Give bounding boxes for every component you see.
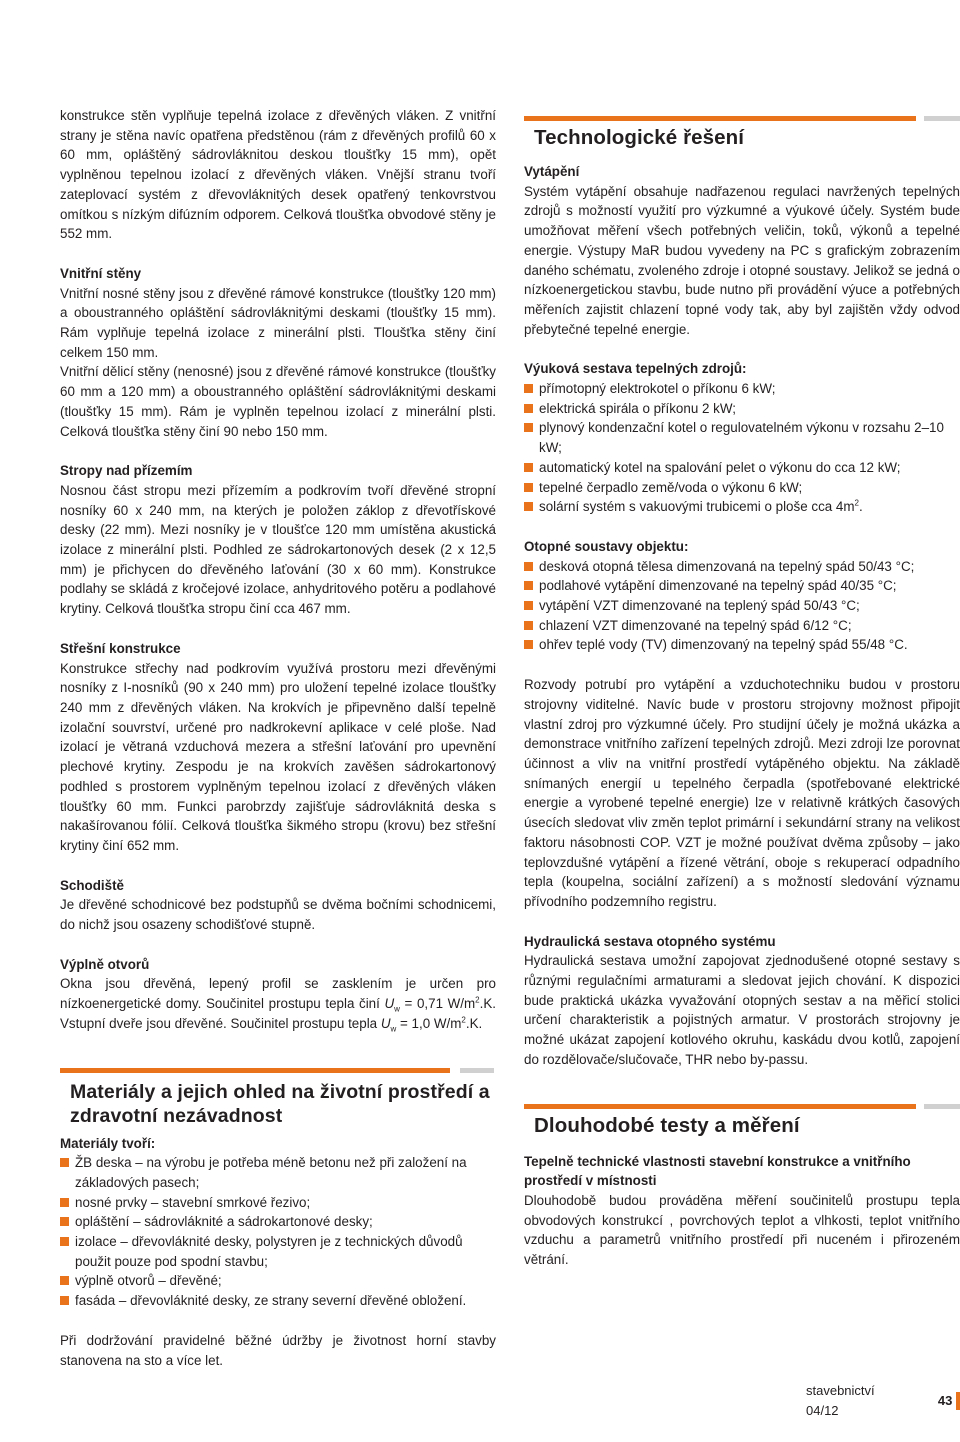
roof-paragraph: Konstrukce střechy nad podkrovím využívá prostoru mezi dřevěnými nosníky z I-nosníků (90 x 240 mm) pro uložení tepelné izolace tloušťky 240 mm z dřevěných vláken. Na krokvích je připevněno další tepelně izolační souvrství, určené pro nadkrokevní aplikace v celé ploše. Nad izolací je větraná vzduchová mezera a střešní laťování pro upevnění plechové krytiny. Zespodu je na krokvích zavěšen sádrokartonový podhled s prostorem vyplněným tepelnou izolací z dřevěných vláken tloušťky 60 mm. Funkci parobrzdy zajišťuje sádrovláknitá deska s nakašírovanou fólií. Celková tloušťka šikmého stropu (krovu) bez střešní krytiny činí 652 mm. xyxy=(60,660,496,853)
list-item: vytápění VZT dimenzované na teplený spád 50/43 °C; xyxy=(524,596,960,616)
distribution-paragraph: Rozvody potrubí pro vytápění a vzduchotechniku budou v prostoru strojovny viditelné. Navíc bude v prostoru strojovny možnost připojit vlastní zdroj pro výzkumné účely. Pro studijní účely je možná ukázka a demonstrace vnitřního zařízení tepelných zdrojů. Mezi zdroji lze porovnat účinnost a vliv na vnitřní prostředí vytápěného objektu. Na základě snímaných energií u tepelného čerpadla (spotřebované elektrické energie a vyrobené tepelné energie) lze v relativně krátkých časových úsecích sledovat vliv změn teplot primární i sekundární strany na velikost faktoru násobnosti COP. VZT je možné používat dvěma způsoby – jako teplovzdušné vytápění a řízené větrání, oboje s rekuperací odpadního tepla (koupelna, sociální zařízení) a s možností sledování významu přívodního podzemního registru. xyxy=(524,677,960,909)
materials-section-rule xyxy=(60,1068,496,1076)
materials-list xyxy=(60,1153,496,1311)
list-item: automatický kotel na spalování pelet o výkonu do cca 12 kW; xyxy=(524,458,960,478)
list-item: plynový kondenzační kotel o regulovatelném výkonu v rozsahu 2–10 kW; xyxy=(524,418,960,457)
tests-paragraph: Dlouhodobě budou prováděna měření součinitelů prostupu tepla obvodových konstrukcí , povrchových teplot a vlhkosti, teplot vnitřního vzduchu a parametrů vnitřního prostředí při nuceném i přirozeném větrání. xyxy=(524,1192,960,1268)
list-item: výplně otvorů – dřevěné; xyxy=(60,1271,496,1291)
materials-title: Materiály a jejich ohled na životní prostředí a zdravotní nezávadnost xyxy=(70,1080,490,1127)
list-item: podlahové vytápění dimenzované na tepelný spád 40/35 °C; xyxy=(524,576,960,596)
stairs-heading: Schodiště xyxy=(60,877,124,893)
right-column xyxy=(524,116,960,1270)
list-item: přímotopný elektrokotel o příkonu 6 kW; xyxy=(524,379,960,399)
list-item: ŽB deska – na výrobu je potřeba méně betonu než při založení na základových pasech; xyxy=(60,1153,496,1192)
tech-title: Technologické řešení xyxy=(534,126,745,149)
systems-list xyxy=(524,557,960,656)
tech-section-rule xyxy=(524,116,960,124)
tests-heading: Tepelně technické vlastnosti stavební konstrukce a vnitřního prostředí v místnosti xyxy=(524,1153,911,1189)
list-item: nosné prvky – stavební smrkové řezivo; xyxy=(60,1193,496,1213)
list-item: fasáda – dřevovláknité desky, ze strany severní dřevěné obložení. xyxy=(60,1291,496,1311)
list-item: izolace – dřevovláknité desky, polystyren je z technických důvodů použit pouze pod spodní stavbu; xyxy=(60,1232,496,1271)
systems-heading: Otopné soustavy objektu: xyxy=(524,538,689,554)
list-item: chlazení VZT dimenzované na tepelný spád 6/12 °C; xyxy=(524,616,960,636)
tests-title: Dlouhodobé testy a měření xyxy=(534,1113,800,1137)
hydraulic-heading: Hydraulická sestava otopného systému xyxy=(524,933,776,949)
page-number-marker xyxy=(956,1392,960,1410)
roof-heading: Střešní konstrukce xyxy=(60,640,181,656)
page-number: 43 xyxy=(937,1393,953,1408)
walls-paragraph-1: Vnitřní nosné stěny jsou z dřevěné rámové konstrukce (tloušťky 120 mm) a oboustranného opláštění sádrovláknitými deskami (tloušťky 15 mm). Rám vyplňuje tepelná izolace z minerální plsti. Tloušťka stěny činí celkem 150 mm. xyxy=(60,285,496,360)
left-column xyxy=(60,106,496,1370)
heating-heading: Vytápění xyxy=(524,164,580,179)
ceiling-paragraph: Nosnou část stropu mezi přízemím a podkrovím tvoří dřevěné stropní nosníky 60 x 240 mm, na kterých je položen záklop z dřevotřískové desky (22 mm). Mezi nosníky je v tloušťce 120 mm umístěna akustická izolace z minerální plsti. Podhled ze sádrokartonových desek (2 x 12,5 mm) je přichycen do dřevěného laťování (30 x 60 mm). Konstrukce podlahy se skládá z kročejové izolace, anhydritového potěru a podlahové krytiny. Celková tloušťka stropu činí cca 467 mm. xyxy=(60,482,496,617)
sources-list xyxy=(524,379,960,517)
walls-paragraph-2: Vnitřní dělicí stěny (nenosné) jsou z dřevěné rámové konstrukce (tloušťky 60 mm a 120 mm) a oboustranného opláštění sádrovláknitými deskami (tloušťky 15 mm). Rám je vyplněn tepelnou izolací z minerální plsti. Celková tloušťka stěny činí 90 nebo 150 mm. xyxy=(60,364,496,439)
walls-heading: Vnitřní stěny xyxy=(60,265,142,281)
tests-section-rule xyxy=(524,1104,960,1112)
materials-subheading: Materiály tvoří: xyxy=(60,1135,156,1151)
windows-heading: Výplně otvorů xyxy=(60,956,150,972)
sources-heading: Výuková sestava tepelných zdrojů: xyxy=(524,361,747,377)
ceiling-heading: Stropy nad přízemím xyxy=(60,463,193,479)
list-item: elektrická spirála o příkonu 2 kW; xyxy=(524,399,960,419)
windows-paragraph: Okna jsou dřevěná, lepený profil se zasklením je určen pro nízkoenergetické domy. Součinitel prostupu tepla činí $U_w = 0,71$ $W/m^2.K$. Vstupní dveře jsou dřevěné. Součinitel prostupu tepla $U_w = 1,0$ $W/m^2.K$. xyxy=(60,976,496,1034)
hydraulic-paragraph: Hydraulická sestava umožní zapojovat zjednodušené otopné sestavy s různými regulačními armaturami a sledovat jejich chování. K dispozici bude praktická ukázka vyvažování otopných sestav a na měřicí stolici určení charakteristik a pojistných armatur. V prostorách strojovny je možné ukázat zapojení kotlového okruhu, kaskádu dvou kotlů, zapojení do rozdělovače/slučovače, THR nebo by-passu. xyxy=(524,953,960,1067)
magazine-name: stavebnictví 04/12 xyxy=(806,1383,875,1418)
list-item: opláštění – sádrovláknité a sádrokartonové desky; xyxy=(60,1212,496,1232)
heating-paragraph: Systém vytápění obsahuje nadřazenou regulaci navržených tepelných zdrojů s možností využití pro výzkumné a výukové účely. Systém bude umožňovat měření všech potřebných veličin, toků, výkonů a tepelné energie. Výstupy MaR budou vyvedeny na PC s grafickým zobrazením daného schématu, zvoleného zdroje i otopné soustavy. Jelikož se jedná o nízkoenergetickou stavbu, bude nutno při provádění výuce a potřebných měřeních zajistit chlazení topné vody tak, aby byl zajištěn vždy odvod přebytečné tepelné energie. xyxy=(524,183,960,337)
page-footer xyxy=(806,1381,960,1421)
stairs-paragraph: Je dřevěné schodnicové bez podstupňů se dvěma bočními schodnicemi, do nichž jsou osazeny schodišťové stupně. xyxy=(60,897,496,933)
list-item: desková otopná tělesa dimenzovaná na tepelný spád 50/43 °C; xyxy=(524,557,960,577)
intro-paragraph: konstrukce stěn vyplňuje tepelná izolace z dřevěných vláken. Z vnitřní strany je stěna navíc opatřena předstěnou (rám z dřevěných profilů 60 x 60 mm, opláštěný sádrovláknitou deskou tloušťky 15 mm), opět vyplněnou tepelnou izolací z dřevěných vláken. Vnější stranu tvoří zateplovací systém z dřevovláknitých desek opatřený tenkovrstvou omítkou s nízkým difúzním odporem. Celková tloušťka obvodové stěny je 552 mm. xyxy=(60,108,496,242)
list-item: solární systém s vakuovými trubicemi o ploše cca $4m^2$. xyxy=(524,497,960,517)
list-item: tepelné čerpadlo země/voda o výkonu 6 kW; xyxy=(524,478,960,498)
closing-paragraph: Při dodržování pravidelné běžné údržby je životnost horní stavby stanovena na sto a více let. xyxy=(60,1332,496,1368)
list-item: ohřev teplé vody (TV) dimenzovaný na tepelný spád 55/48 °C. xyxy=(524,635,960,655)
